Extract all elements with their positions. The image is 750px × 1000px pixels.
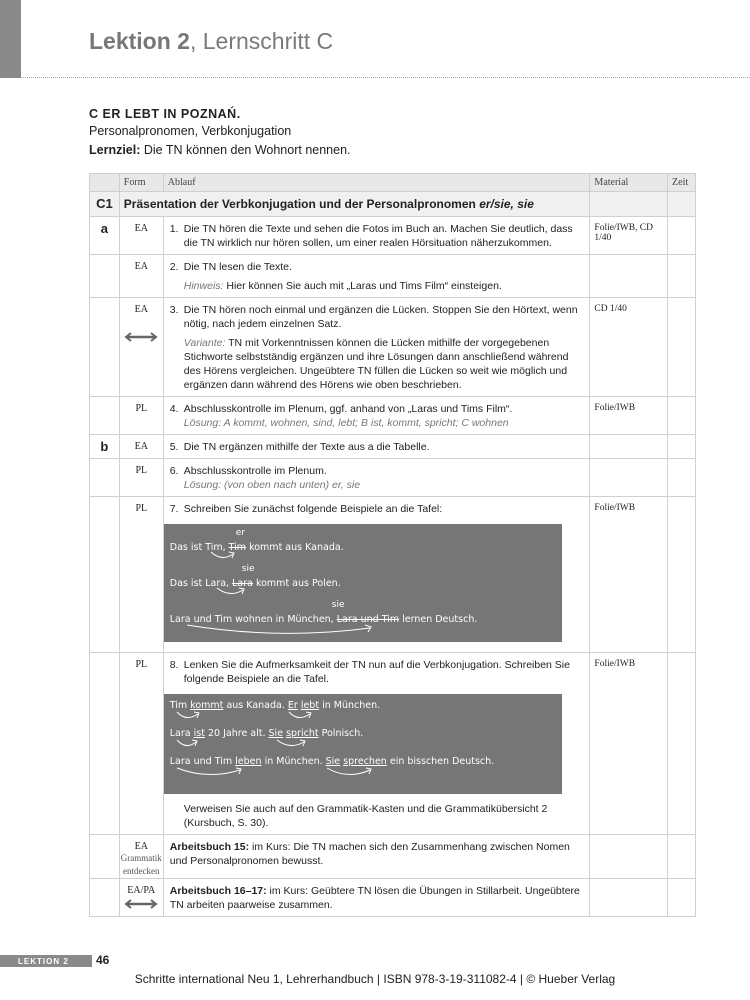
board-verb: lebt [300,700,320,711]
form-text: EA [134,304,148,315]
step-text: Abschlusskontrolle im Plenum. [183,465,327,477]
header-bar [0,0,21,78]
step-text: Schreiben Sie zunächst folgende Beispiele an die Tafel: [183,503,443,515]
ablauf-cell [163,397,590,435]
workbook-ref: Arbeitsbuch 16–17: [169,885,267,897]
material-cell: CD 1/40 [590,298,668,397]
board-text: aus Kanada. [223,700,288,711]
row-label-empty [90,497,120,653]
step-number: 3. [169,304,179,316]
zeit-cell [668,879,696,917]
form-cell: PL [119,459,163,497]
board-arrow-icon [274,738,308,750]
ablauf-cell [163,653,590,835]
table-row [90,879,696,917]
form-text: EA/PA [127,885,156,896]
material-cell [590,835,668,879]
lesson-title: Lektion 2 [89,28,190,54]
board-arrow-icon [214,586,248,598]
zeit-cell [668,255,696,298]
step-number: 2. [169,261,179,273]
row-label-empty [90,255,120,298]
form-cell: PL [119,397,163,435]
board-pronoun: Sie [268,728,284,739]
step-text: Die TN hören die Texte und sehen die Fotos im Buch an. Machen Sie deutlich, dass die TN wirklich nur hören sollen, um einer realen Hörsituation näherzukommen. [183,223,573,249]
board-verb: ist [193,728,205,739]
c1-zeit [668,192,696,217]
ablauf-cell [163,255,590,298]
ablauf-cell [163,217,590,255]
c1-title-row [90,192,696,217]
differentiation-arrow-icon [123,331,159,343]
board-text: ein bisschen Deutsch. [386,756,495,767]
form-cell: PL [119,653,163,835]
form-cell: EA [119,255,163,298]
chalkboard-conjugation [164,694,562,794]
hint-label: Hinweis: [183,280,224,292]
board-text: Lara und Tim [169,756,236,767]
board-arrow-icon [174,710,202,722]
step-number: 4. [169,403,179,415]
c1-material [590,192,668,217]
material-cell: Folie/IWB [590,397,668,435]
board-arrow-icon [174,738,200,750]
table-row [90,459,696,497]
step-text: Abschlusskontrolle im Plenum, ggf. anhand von „Laras und Tims Film“. [183,403,513,415]
ablauf-cell [163,459,590,497]
hint-text: Hier können Sie auch mit „Laras und Tims Film“ einsteigen. [223,280,502,292]
board-sup: sie [241,564,255,574]
variant-label: Variante: [183,337,226,349]
board-verb: kommt [190,700,224,711]
table-row [90,435,696,459]
ablauf-cell [163,298,590,397]
grammatik-label: Grammatik [120,853,162,863]
board-text: kommt aus Polen. [252,578,341,589]
board-strike: Tim [228,542,247,553]
board-arrow-icon [174,766,244,780]
header-zeit: Zeit [668,174,696,192]
board-text: 20 Jahre alt. [204,728,269,739]
hint-note [170,279,584,293]
board-sup: sie [331,600,345,610]
table-row [90,255,696,298]
variant-text: TN mit Vorkenntnissen können die Lücken mithilfe der vorgegebenen Stichworte selbstständig ergänzen und ihre Lösungen dann anschließend während des Hörens vergleichen. Ungeübtere TN füllen die Lücken so weit wie möglich und ergänzen dann während des Hörens wie oben beschrieben. [183,337,569,391]
board-arrow-icon [184,622,374,638]
section-subtitle: Personalpronomen, Verbkonjugation [89,124,292,138]
zeit-cell [668,435,696,459]
header-ablauf: Ablauf [163,174,590,192]
header-divider [21,77,750,78]
board-text: Polnisch. [318,728,364,739]
c1-label: C1 [90,192,120,217]
learning-goal-text: Die TN können den Wohnort nennen. [140,143,351,157]
table-row [90,653,696,835]
step-number: 1. [169,223,179,235]
row-label-a: a [90,217,120,255]
board-verb: leben [235,756,262,767]
form-cell [119,298,163,397]
board-text: Das ist Lara, [169,578,233,589]
step-number: 8. [169,659,179,671]
board-text: Lara [169,728,194,739]
table-row [90,217,696,255]
c1-title-text: Präsentation der Verbkonjugation und der Personalpronomen [123,197,480,211]
board-text: in München. [319,700,381,711]
step-number: 7. [169,503,179,515]
zeit-cell [668,835,696,879]
board-arrow-icon [324,766,374,780]
zeit-cell [668,459,696,497]
workbook-text: im Kurs: Die TN machen sich den Zusammenhang zwischen Nomen und Personalpronomen bewusst. [169,841,570,867]
differentiation-arrow-icon [123,898,159,910]
table-row [90,298,696,397]
header-material: Material [590,174,668,192]
material-cell [590,879,668,917]
row-label-empty [90,459,120,497]
ablauf-cell [163,879,590,917]
ablauf-cell [163,497,590,653]
form-text: EA [134,841,148,852]
material-cell [590,255,668,298]
page-title [89,28,333,55]
form-cell: EA [119,217,163,255]
board-arrow-icon [286,710,314,722]
row-label-empty [90,397,120,435]
ablauf-cell [163,435,590,459]
form-cell [119,835,163,879]
board-verb: spricht [286,728,319,739]
workbook-text: im Kurs: Geübtere TN lösen die Übungen in Stillarbeit. Ungeübtere TN arbeiten paarweise zusammen. [169,885,580,911]
footer-copyright: Schritte international Neu 1, Lehrerhandbuch | ISBN 978-3-19-311082-4 | © Hueber Verlag [134,972,616,986]
board-sup: er [235,528,246,538]
learning-goal [89,143,351,157]
zeit-cell [668,653,696,835]
material-cell [590,435,668,459]
workbook-ref: Arbeitsbuch 15: [169,841,250,853]
board-verb: sprechen [343,756,387,767]
board-strike: Lara [232,578,253,589]
board-line [170,542,344,553]
header-empty [90,174,120,192]
chalkboard-pronouns-cont [164,612,562,642]
table-row [90,397,696,435]
ablauf-cell [163,835,590,879]
zeit-cell [668,497,696,653]
row-label-empty [90,298,120,397]
form-cell [119,879,163,917]
lesson-plan-table [89,173,696,917]
variant-note [170,336,584,392]
learning-goal-label: Lernziel: [89,143,141,157]
board-text: kommt aus Kanada. [246,542,344,553]
material-cell [590,459,668,497]
chalkboard-pronouns [164,524,562,612]
solution-text: Lösung: A kommt, wohnen, sind, lebt; B ist, kommt, spricht; C wohnen [183,417,509,429]
table-header-row [90,174,696,192]
solution-text: Lösung: (von oben nach unten) er, sie [183,479,361,491]
step-title: , Lernschritt C [189,28,334,54]
page-number: 46 [96,953,110,967]
step-text: Die TN lesen die Texte. [183,261,292,273]
row-label-empty [90,879,120,917]
step-number: 5. [169,441,179,453]
board-text: lernen Deutsch. [399,614,478,625]
step-number: 6. [169,465,179,477]
board-text: Lara und Tim wohnen in München, [169,614,337,625]
table-row [90,497,696,653]
board-strike: Lara und Tim [336,614,400,625]
row-label-empty [90,835,120,879]
material-cell: Folie/IWB, CD 1/40 [590,217,668,255]
entdecken-label: entdecken [123,866,160,876]
material-cell: Folie/IWB [590,497,668,653]
board-arrow-icon [208,550,238,562]
c1-title [119,192,590,217]
zeit-cell [668,397,696,435]
row-label-b: b [90,435,120,459]
row-label-empty [90,653,120,835]
board-pronoun: Sie [325,756,341,767]
table-row [90,835,696,879]
board-text: Tim [169,700,191,711]
grammar-reference: Verweisen Sie auch auf den Grammatik-Kasten und die Grammatikübersicht 2 (Kursbuch, S. 30). [183,803,548,829]
board-pronoun: Er [287,700,298,711]
board-text: Das ist Tim, [169,542,229,553]
board-line [170,578,341,589]
header-form: Form [119,174,163,192]
zeit-cell [668,298,696,397]
footer-lesson-label: LEKTION 2 [0,955,92,967]
c1-title-italic: er/sie, sie [479,197,534,211]
zeit-cell [668,217,696,255]
step-text: Die TN ergänzen mithilfe der Texte aus a die Tabelle. [183,441,430,453]
section-title: C ER LEBT IN POZNAŃ. [89,107,241,121]
form-cell: EA [119,435,163,459]
board-text: in München. [261,756,326,767]
step-text: Lenken Sie die Aufmerksamkeit der TN nun auf die Verbkonjugation. Schreiben Sie folgende Beispiele an die Tafel. [183,659,570,685]
step-text: Die TN hören noch einmal und ergänzen die Lücken. Stoppen Sie den Hörtext, wenn nötig, nach jedem einzelnen Satz. [183,304,578,330]
material-cell: Folie/IWB [590,653,668,835]
form-cell: PL [119,497,163,653]
